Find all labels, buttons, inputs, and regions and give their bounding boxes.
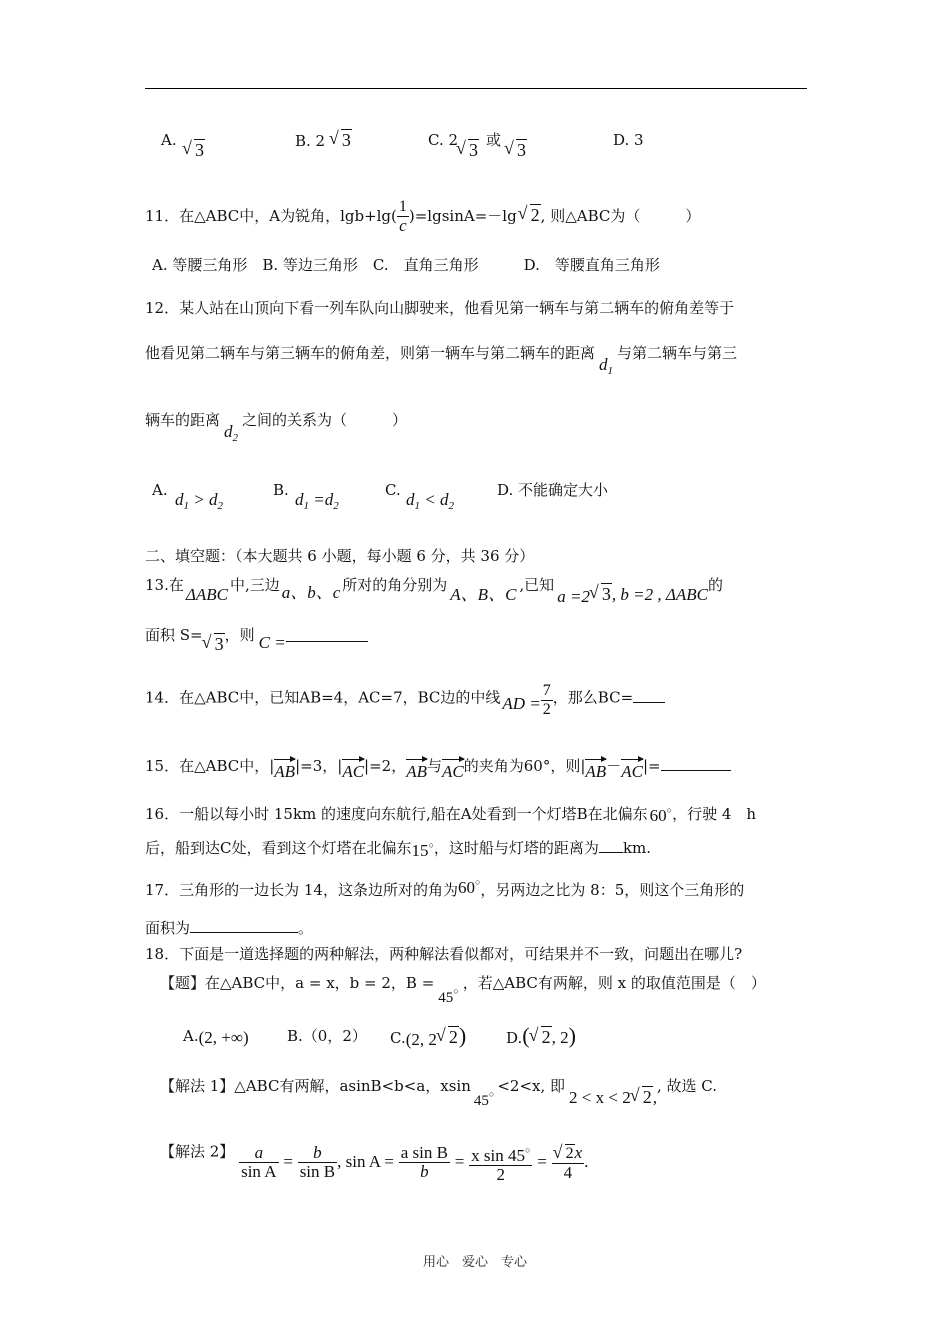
q12-option-d: D. 不能确定大小 (497, 481, 609, 499)
q16-line2: 后，船到达C处，看到这个灯塔在北偏东15○，这时船与灯塔的距离为 km. (145, 839, 652, 860)
q18-option-a: A.(2, +∞) (183, 1027, 249, 1047)
q16-answer-blank[interactable] (599, 852, 623, 853)
q10-option-a: A. (161, 131, 177, 149)
q10-option-d: D. 3 (613, 131, 644, 149)
q10-option-c: C. 2 (428, 131, 459, 149)
q12-option-b-value: $d_1 =d_2$ (295, 490, 339, 512)
q13-answer-blank[interactable] (286, 641, 368, 642)
page-footer: 用心 爱心 专心 (422, 1255, 527, 1270)
q18-solution2: 【解法 2】 $\frac{a}{\text{sin A}}$ = $\frac{b}{\text{sin B}}$ , sin A = $\frac{\text{a sin B}}{b}$ = $\frac{x \sin 45^○}{2}$ = √ $\frac{2x}{4}$ . (160, 1131, 588, 1174)
q15-answer-blank[interactable] (661, 770, 731, 771)
q16-line1: 16．一船以每小时 15km 的速度向东航行,船在A处看到一个灯塔B在北偏东 60○，行驶 4 h (145, 805, 757, 825)
q12-option-a: A. (152, 481, 168, 499)
q11-stem: 11．在△ABC中，A为锐角，lgb+lg( $\frac{1}{c}$ )=lgsinA=－lg√ 2, 则△ABC为（ ） (145, 198, 700, 235)
q14: 14．在△ABC中，已知AB=4，AC=7，BC边的中线 AD = $\frac{7}{2}$ ，那么BC= (145, 680, 665, 717)
q17-line2: 面积为 。 (145, 919, 314, 937)
q12-option-c: C. (385, 481, 401, 499)
q14-answer-blank[interactable] (633, 702, 665, 703)
q10-option-a-value: √ 3 (183, 140, 205, 161)
q18-solution1: 【解法 1】△ABC有两解，asinB<b<a，xsin45○ <2<x, 即2 < x < 2√ 2,, 故选 C. (160, 1070, 717, 1097)
q12-line2: 他看见第二辆车与第三辆车的俯角差，则第一辆车与第二辆车的距离$d_1$与第二辆车与第三 (145, 344, 738, 377)
q18-option-b: B.（0，2） (287, 1027, 367, 1045)
q10-option-c-or: 或 (486, 131, 502, 149)
q13-line1: 13.在 ΔABC 中,三边 a、b、c 所对的角分别为 A、B、C ,已知a =2√ 3, b =2 , ΔABC的 (145, 574, 723, 595)
q12-option-c-value: $d_1 < d_2$ (406, 490, 454, 512)
q12-option-b: B. (273, 481, 289, 499)
q13-line2: 面积 S=√ 3，则 C = (145, 624, 368, 645)
q18-problem: 【题】在△ABC中，a = x，b = 2，B =45○ ，若△ABC有两解，则 x 的取值范围是（ ） (160, 974, 766, 1006)
q12-line3: 辆车的距离$d_2$之间的关系为（ ） (145, 411, 408, 444)
q11-options: A. 等腰三角形 B. 等边三角形 C. 直角三角形 D. 等腰直角三角形 (152, 256, 660, 274)
q10-option-c-value: √ 3 (457, 140, 479, 161)
q17-line1: 17．三角形的一边长为 14，这条边所对的角为60○，另两边之比为 8：5，则这个三角形的 (145, 877, 745, 899)
q18-option-c: C.(2, 2√ 2) (390, 1026, 466, 1048)
header-rule (145, 88, 807, 89)
section-heading: 二、填空题：（本大题共 6 小题，每小题 6 分，共 36 分） (145, 547, 535, 565)
q18-option-d: D.(√ 2, 2) (506, 1026, 576, 1048)
q12-line1: 12．某人站在山顶向下看一列车队向山脚驶来，他看见第一辆车与第二辆车的俯角差等于 (145, 299, 735, 317)
q10-option-c-value2: √ 3 (505, 140, 527, 161)
q12-option-a-value: $d_1 > d_2$ (175, 490, 223, 512)
q10-option-b: B. 2 √ 3 (295, 130, 352, 151)
q17-answer-blank[interactable] (190, 932, 298, 933)
q18-line1: 18．下面是一道选择题的两种解法，两种解法看似都对，可结果并不一致，问题出在哪儿? (145, 945, 743, 963)
q15: 15．在△ABC中，|AB|=3，|AC|=2，AB与AC的夹角为60°，则|AB－AC|= (145, 750, 731, 776)
